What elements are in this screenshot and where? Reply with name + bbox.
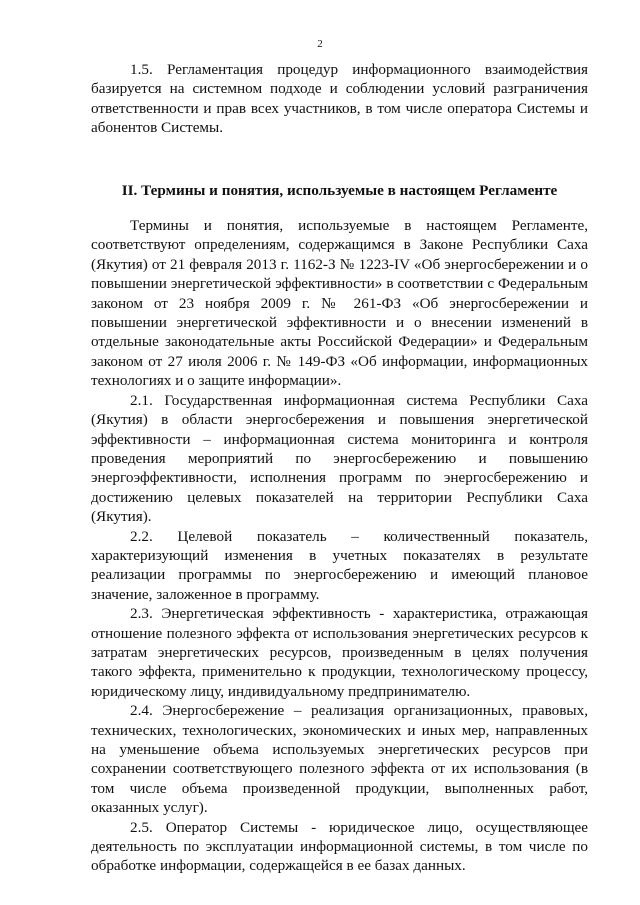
paragraph-2-1: 2.1. Государственная информационная система Республики Саха (Якутия) в области энергосбережения и повышения энергетической эффективности – информационная система мониторинга и контроля проведения мероприятий по энергосбережению и повышению энергоэффективности, исполнения программ по энергосбережению и достижению целевых показателей на территории Республики Саха (Якутия).	[91, 391, 588, 526]
document-body	[91, 60, 588, 876]
section-heading: II. Термины и понятия, используемые в настоящем Регламенте	[121, 181, 558, 199]
paragraph-2-4: 2.4. Энергосбережение – реализация организационных, правовых, технических, технологических, экономических и иных мер, направленных на уменьшение объема используемых энергетических ресурсов при сохранении соответствующего полезного эффекта от их использования (в том числе объема произведенной продукции, выполненных работ, оказанных услуг).	[91, 702, 588, 817]
paragraph-1-5: 1.5. Регламентация процедур информационного взаимодействия базируется на системном подходе и соблюдении условий разграничения ответственности и прав всех участников, в том числе оператора Системы и абонентов Системы.	[91, 61, 588, 137]
paragraph-2-3: 2.3. Энергетическая эффективность - характеристика, отражающая отношение полезного эффекта от использования энергетических ресурсов к затратам энергетических ресурсов, произведенным в целях получения такого эффекта, применительно к продукции, технологическому процессу, юридическому лицу, индивидуальному предпринимателю.	[91, 605, 588, 700]
paragraph-2-2: 2.2. Целевой показатель – количественный показатель, характеризующий изменения в учетных показателях в результате реализации программы по энергосбережению и имеющий плановое значение, заложенное в программу.	[91, 527, 588, 603]
page-number: 2	[317, 38, 323, 50]
paragraph-terms-intro: Термины и понятия, используемые в настоящем Регламенте, соответствуют определениям, содержащимся в Законе Республики Саха (Якутия) от 21 февраля 2013 г. 1162-З № 1223-IV «Об энергосбережении и о повышении энергетической эффективности» в соответствии с Федеральным законом от 23 ноября 2009 г. № 261-ФЗ «Об энергосбережении и повышении энергетической эффективности и о внесении изменений в отдельные законодательные акты Российской Федерации» и Федеральным законом от 27 июля 2006 г. № 149-ФЗ «Об информации, информационных технологиях и о защите информации».	[91, 217, 588, 390]
paragraph-2-5: 2.5. Оператор Системы - юридическое лицо, осуществляющее деятельность по эксплуатации информационной системы, в том числе по обработке информации, содержащейся в ее базах данных.	[91, 818, 588, 875]
